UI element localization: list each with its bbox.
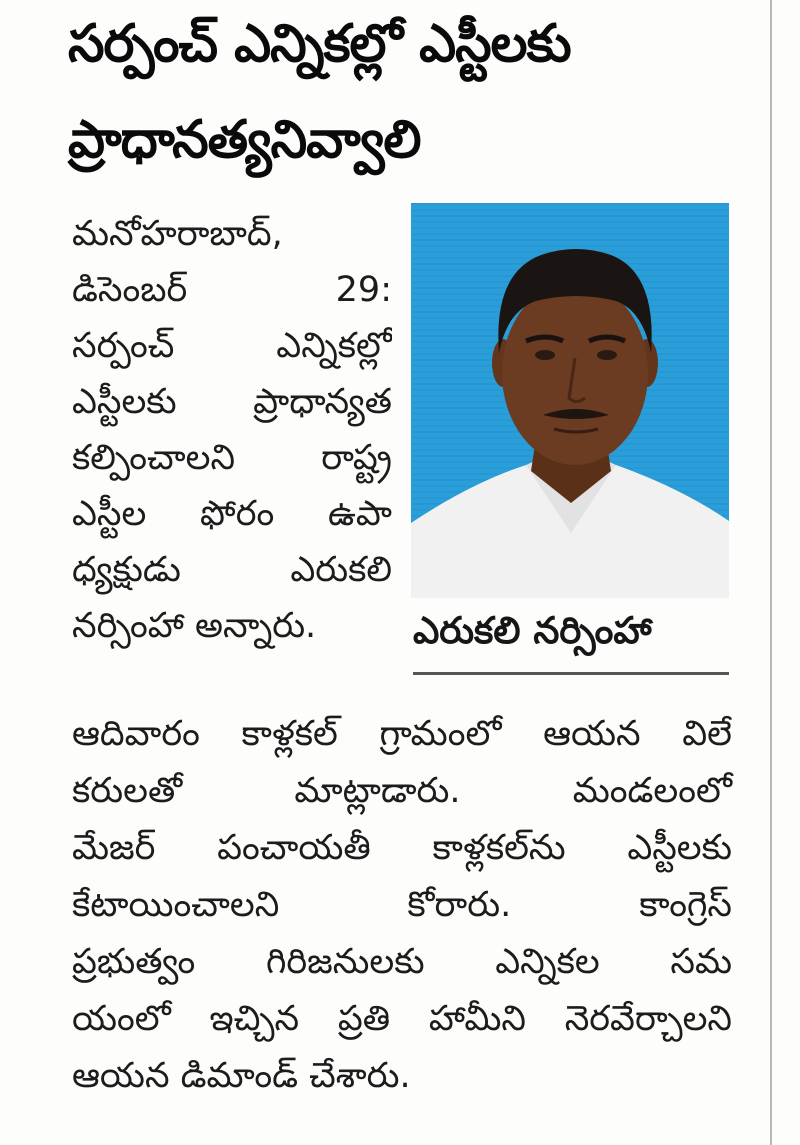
body-line: కరులతో మాట్లాడారు. మండలంలో <box>72 771 732 811</box>
portrait-image <box>411 203 729 598</box>
caption-divider <box>413 672 729 675</box>
headline-line-2: ప్రాధానత్యనివ్వాలి <box>68 110 421 170</box>
portrait-photo <box>411 203 729 598</box>
intro-line: మనోహరాబాద్, <box>72 214 283 254</box>
body-line: ప్రభుత్వం గిరిజనులకు ఎన్నికల సమ <box>72 942 732 982</box>
intro-line: ఎస్టీల ఫోరం ఉపా <box>72 494 392 534</box>
intro-line: నర్సింహా అన్నారు. <box>72 606 317 646</box>
body-line: కేటాయించాలని కోరారు. కాంగ్రెస్ <box>72 885 732 925</box>
photo-caption: ఎరుకలి నర్సింహా <box>413 609 652 652</box>
body-line: ఆదివారం కాళ్లకల్ గ్రామంలో ఆయన విలే <box>72 714 732 754</box>
headline-line-1: సర్పంచ్ ఎన్నికల్లో ఎస్టీలకు <box>68 14 571 74</box>
intro-line: కల్పించాలని రాష్ట్ర <box>72 438 392 478</box>
intro-line: సర్పంచ్ ఎన్నికల్లో <box>72 326 392 366</box>
article-body <box>72 706 732 1105</box>
intro-line: డిసెంబర్ 29: <box>72 270 392 310</box>
body-line: ఆయన డిమాండ్ చేశారు. <box>72 1056 411 1096</box>
body-line: మేజర్ పంచాయతీ కాళ్లకల్‌ను ఎస్టీలకు <box>72 828 732 868</box>
column-divider <box>770 0 772 1145</box>
intro-line: ధ్యక్షుడు ఎరుకలి <box>72 550 392 590</box>
intro-line: ఎస్టీలకు ప్రాధాన్యత <box>72 382 392 422</box>
article-intro <box>72 206 392 654</box>
body-line: యంలో ఇచ్చిన ప్రతి హామీని నెరవేర్చాలని <box>72 999 732 1039</box>
